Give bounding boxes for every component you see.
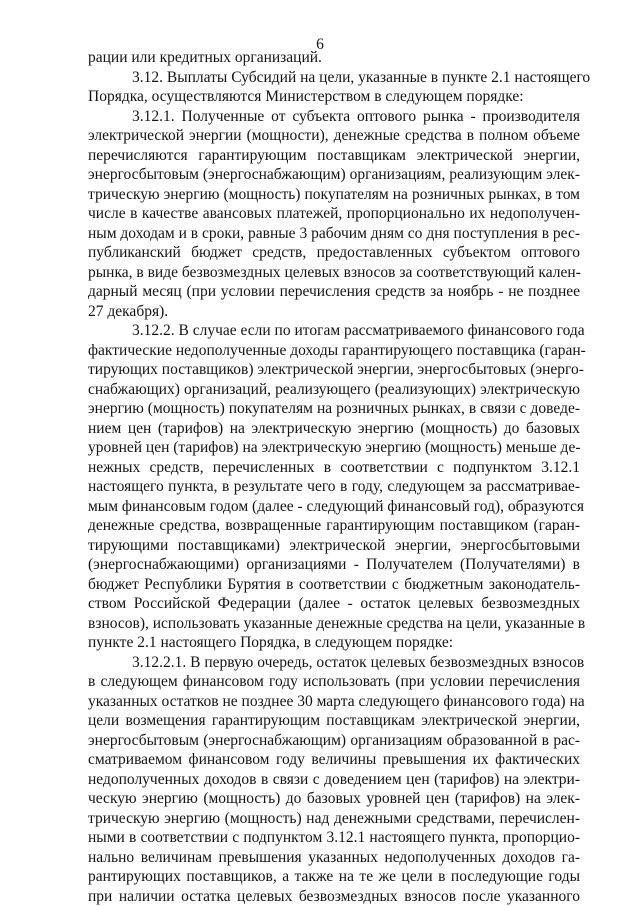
text-line: 3.12.1. Полученные от субъекта оптового рынка - производителя <box>88 107 580 127</box>
text-line: электрической энергии (мощности), денежные средства в полном объеме <box>88 126 580 146</box>
text-line: (энергоснабжающими) организациями - Получателем (Получателями) в <box>88 555 580 575</box>
text-line: ческую энергию (мощность) до базовых уровней цен (тарифов) на элек- <box>88 789 580 809</box>
text-line: дарный месяц (при условии перечисления средств за ноябрь - не позднее <box>88 282 580 302</box>
text-line: фактические недополученные доходы гарантирующего поставщика (гаран- <box>88 341 580 361</box>
document-body <box>88 48 580 906</box>
text-line: ством Российской Федерации (далее - остаток целевых безвозмездных <box>88 594 580 614</box>
text-line: энергию (мощность) покупателям на розничных рынках, в связи с доведе- <box>88 399 580 419</box>
text-line: пункте 2.1 настоящего Порядка, в следующем порядке: <box>88 633 580 653</box>
text-line: настоящего пункта, в результате чего в году, следующем за рассматривае- <box>88 477 580 497</box>
text-line: ными в соответствии с подпунктом 3.12.1 настоящего пункта, пропорцио- <box>88 828 580 848</box>
text-line: перечисляются гарантирующим поставщикам электрической энергии, <box>88 146 580 166</box>
text-line: денежные средства, возвращенные гарантирующим поставщиком (гаран- <box>88 516 580 536</box>
text-line: рантирующих поставщиков, а также на те же цели в последующие годы <box>88 867 580 887</box>
text-line: энергосбытовым (энергоснабжающим) организациям, реализующим элек- <box>88 165 580 185</box>
text-line: цели возмещения гарантирующим поставщикам электрической энергии, <box>88 711 580 731</box>
text-line: рынка, в виде безвозмездных целевых взносов за соответствующий кален- <box>88 263 580 283</box>
text-line: мым финансовым годом (далее - следующий финансовый год), образуются <box>88 497 580 517</box>
text-line: в следующем финансовом году использовать (при условии перечисления <box>88 672 580 692</box>
text-line: 3.12.2. В случае если по итогам рассматриваемого финансового года <box>88 321 580 341</box>
text-line: сматриваемом финансовом году величины превышения их фактических <box>88 750 580 770</box>
text-line: при наличии остатка целевых безвозмездных взносов после указанного <box>88 887 580 906</box>
text-line: ным доходам и в сроки, равные 3 рабочим дням со дня поступления в рес- <box>88 224 580 244</box>
text-line: 3.12.2.1. В первую очередь, остаток целевых безвозмездных взносов <box>88 653 580 673</box>
text-line: тирующих поставщиков) электрической энергии, энергосбытовых (энерго- <box>88 360 580 380</box>
text-line: недополученных доходов в связи с доведением цен (тарифов) на электри- <box>88 770 580 790</box>
text-line: трическую энергию (мощность) над денежными средствами, перечислен- <box>88 809 580 829</box>
text-line: Порядка, осуществляются Министерством в следующем порядке: <box>88 87 580 107</box>
text-line: нием цен (тарифов) на электрическую энергию (мощность) до базовых <box>88 419 580 439</box>
text-line: числе в качестве авансовых платежей, пропорционально их недополучен- <box>88 204 580 224</box>
text-line: нежных средств, перечисленных в соответствии с подпунктом 3.12.1 <box>88 458 580 478</box>
text-line: уровней цен (тарифов) на электрическую энергию (мощность) меньше де- <box>88 438 580 458</box>
page-number: 6 <box>0 36 640 54</box>
text-line: публиканский бюджет средств, предоставленных субъектом оптового <box>88 243 580 263</box>
text-line: снабжающих) организаций, реализующего (реализующих) электрическую <box>88 380 580 400</box>
text-line: взносов), использовать указанные денежные средства на цели, указанные в <box>88 614 580 634</box>
text-line: рации или кредитных организаций. <box>88 48 580 68</box>
text-line: бюджет Республики Бурятия в соответствии с бюджетным законодатель- <box>88 575 580 595</box>
text-line: нально величинам превышения указанных недополученных доходов га- <box>88 848 580 868</box>
text-line: трическую энергию (мощность) покупателям на розничных рынках, в том <box>88 185 580 205</box>
text-line: 27 декабря). <box>88 302 580 322</box>
text-line: тирующими поставщиками) электрической энергии, энергосбытовыми <box>88 536 580 556</box>
text-line: 3.12. Выплаты Субсидий на цели, указанные в пункте 2.1 настоящего <box>88 68 580 88</box>
text-line: указанных остатков не позднее 30 марта следующего финансового года) на <box>88 692 580 712</box>
text-line: энергосбытовым (энергоснабжающим) организациям образованной в рас- <box>88 731 580 751</box>
